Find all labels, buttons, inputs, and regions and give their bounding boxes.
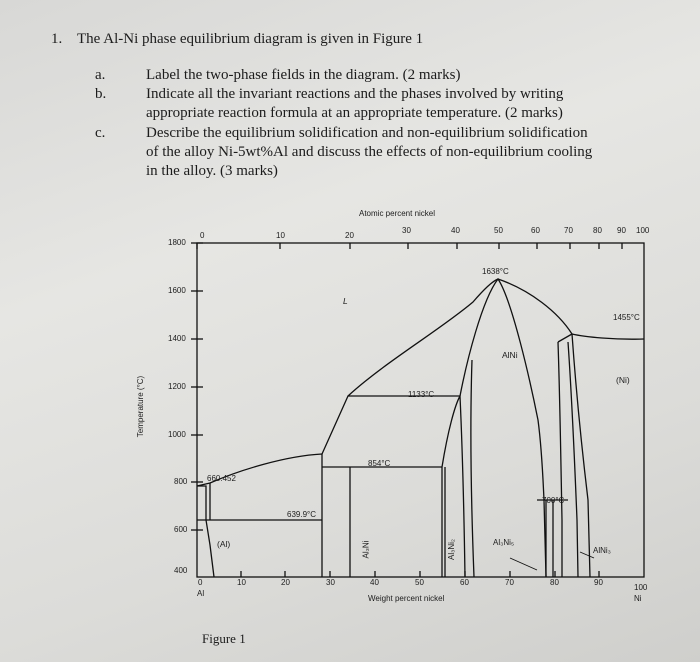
- alni3-phase-label: AlNi₃: [593, 546, 611, 555]
- bottom-tick-50: 50: [415, 578, 424, 587]
- figure-caption: Figure 1: [202, 631, 246, 646]
- bottom-tick-90: 90: [594, 578, 603, 587]
- top-tick-70: 70: [564, 226, 573, 235]
- bottom-tick-0: 0: [198, 578, 203, 587]
- question-text: The Al-Ni phase equilibrium diagram is given in Figure 1: [77, 31, 424, 47]
- liquid-phase-label: L: [343, 296, 348, 306]
- top-tick-30: 30: [402, 226, 411, 235]
- temp-660-label: 660.452: [207, 474, 236, 483]
- bottom-tick-10: 10: [237, 578, 246, 587]
- top-tick-60: 60: [531, 226, 540, 235]
- y-tick-600: 600: [174, 525, 188, 534]
- alni-field-left: [471, 360, 474, 577]
- liquidus-to-max: [348, 279, 498, 396]
- top-axis-title: Atomic percent nickel: [359, 209, 436, 218]
- alni3-pointer: [580, 552, 594, 558]
- y-tick-1600: 1600: [168, 286, 186, 295]
- y-tick-1200: 1200: [168, 382, 186, 391]
- temp-639-label: 639.9°C: [287, 510, 316, 519]
- top-tick-10: 10: [276, 231, 285, 240]
- temp-1133-label: 1133°C: [408, 390, 435, 399]
- part-b-line-1: Indicate all the invariant reactions and the phases involved by writing: [146, 86, 564, 102]
- al3ni2-phase-label: Al₃Ni₂: [447, 538, 457, 561]
- ni-element-label: Ni: [634, 594, 642, 603]
- alni-phase-label: AlNi: [502, 350, 518, 360]
- part-c-line-1: Describe the equilibrium solidification and non-equilibrium solidification: [146, 125, 588, 141]
- bottom-tick-40: 40: [370, 578, 379, 587]
- top-tick-50: 50: [494, 226, 503, 235]
- al-element-label: Al: [197, 589, 205, 598]
- temp-700-label: 700°C: [542, 496, 565, 505]
- part-a-marker: a.: [95, 67, 106, 83]
- alni3-left-boundary: [558, 342, 562, 577]
- bottom-tick-20: 20: [281, 578, 290, 587]
- top-axis-ticks: [197, 243, 622, 249]
- liquidus-ni-side: [498, 279, 644, 339]
- y-tick-400: 400: [174, 566, 188, 575]
- top-tick-20: 20: [345, 231, 354, 240]
- top-tick-80: 80: [593, 226, 602, 235]
- y-tick-1400: 1400: [168, 334, 186, 343]
- top-tick-40: 40: [451, 226, 460, 235]
- y-tick-800: 800: [174, 477, 188, 486]
- alni3-right-boundary: [568, 342, 578, 577]
- y-tick-1000: 1000: [168, 430, 186, 439]
- al3ni-phase-label: Al₃Ni: [361, 540, 371, 559]
- part-b-marker: b.: [95, 86, 107, 102]
- bottom-tick-60: 60: [460, 578, 469, 587]
- part-b-line-2: appropriate reaction formula at an appropriate temperature. (2 marks): [146, 105, 563, 121]
- bottom-axis-title: Weight percent nickel: [368, 594, 445, 603]
- y-axis-title: Temperature (°C): [136, 375, 146, 438]
- al3ni5-phase-label: Al₃Ni₅: [493, 538, 515, 547]
- bottom-tick-70: 70: [505, 578, 514, 587]
- al-solid-solution-boundary: [197, 486, 214, 577]
- y-tick-1800: 1800: [168, 238, 186, 247]
- al-phase-label: (Al): [217, 539, 231, 549]
- part-c-marker: c.: [95, 125, 106, 141]
- ni-phase-label: (Ni): [616, 375, 630, 385]
- question-number: 1.: [51, 31, 63, 47]
- bottom-tick-30: 30: [326, 578, 335, 587]
- temp-1638-label: 1638°C: [482, 267, 509, 276]
- peritectic-1395-line: [558, 334, 572, 342]
- top-tick-0: 0: [200, 231, 205, 240]
- temp-854-label: 854°C: [368, 459, 391, 468]
- part-c-line-3: in the alloy. (3 marks): [146, 163, 278, 179]
- temp-1455-label: 1455°C: [613, 313, 640, 322]
- part-a-line-1: Label the two-phase fields in the diagram. (2 marks): [146, 67, 461, 83]
- liquidus-segment-2: [322, 396, 395, 454]
- al3ni5-pointer: [510, 558, 537, 570]
- part-c-line-2: of the alloy Ni-5wt%Al and discuss the effects of non-equilibrium cooling: [146, 144, 593, 160]
- top-tick-100: 100: [636, 226, 650, 235]
- top-tick-90: 90: [617, 226, 626, 235]
- bottom-tick-100: 100: [634, 583, 648, 592]
- bottom-tick-80: 80: [550, 578, 559, 587]
